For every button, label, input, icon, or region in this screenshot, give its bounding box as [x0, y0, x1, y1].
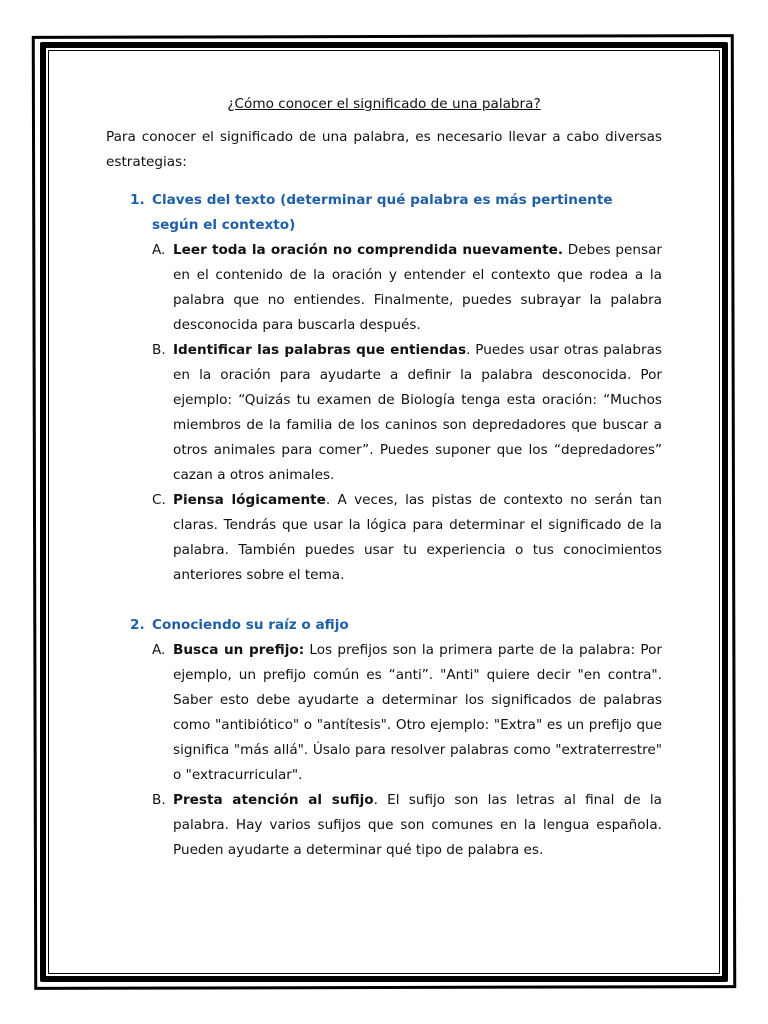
item-text	[173, 638, 662, 788]
section-title: Claves del texto (determinar qué palabra es más pertinente según el contexto)	[152, 192, 613, 233]
item-letter: C.	[152, 492, 166, 508]
item-body: Los prefijos son la primera parte de la palabra: Por ejemplo, un prefijo común es “anti”. "Anti" quiere decir "en contra". Saber esto debe ayudarte a determinar los significados de palabras como "antibiótico" o "antítesis". Otro ejemplo: "Extra" es un prefijo que significa "más allá". Úsalo para resolver palabras como "extraterrestre" o "extracurricular".	[173, 642, 662, 783]
item-text	[173, 788, 662, 863]
item-bold: Identificar las palabras que entiendas	[173, 342, 467, 358]
item-letter: A.	[152, 242, 166, 258]
list-item	[152, 788, 662, 863]
item-bold: Piensa lógicamente	[173, 492, 326, 508]
list-item	[152, 488, 662, 588]
list-item	[152, 238, 662, 338]
item-body: Debes pensar en el contenido de la oración y entender el contexto que rodea a la palabra que no entiendes. Finalmente, puedes subrayar la palabra desconocida para buscarla después.	[173, 242, 662, 333]
list-item	[152, 638, 662, 788]
section-2	[106, 613, 662, 863]
item-text	[173, 238, 662, 338]
item-body: . El sufijo son las letras al final de la palabra. Hay varios sufijos que son comunes en la lengua española. Pueden ayudarte a determinar qué tipo de palabra es.	[173, 792, 662, 858]
item-bold: Busca un prefijo:	[173, 642, 305, 658]
section-number: 1.	[130, 192, 145, 208]
document-body	[106, 92, 662, 863]
item-bold: Leer toda la oración no comprendida nuevamente.	[173, 242, 563, 258]
intro-paragraph: Para conocer el significado de una palabra, es necesario llevar a cabo diversas estrategias:	[106, 129, 662, 170]
section-heading	[130, 613, 662, 638]
item-text	[173, 488, 662, 588]
section-spacer	[106, 588, 662, 613]
item-text	[173, 338, 662, 488]
item-letter: B.	[152, 342, 166, 358]
item-letter: A.	[152, 642, 166, 658]
item-bold: Presta atención al sufijo	[173, 792, 374, 808]
item-body: . A veces, las pistas de contexto no serán tan claras. Tendrás que usar la lógica para determinar el significado de la palabra. También puedes usar tu experiencia o tus conocimientos anteriores sobre el tema.	[173, 492, 663, 583]
section-title: Conociendo su raíz o afijo	[152, 617, 349, 633]
item-letter: B.	[152, 792, 166, 808]
section-1	[106, 188, 662, 588]
list-item	[152, 338, 662, 488]
document-title: ¿Cómo conocer el significado de una palabra?	[227, 96, 541, 112]
section-heading	[130, 188, 662, 238]
section-number: 2.	[130, 617, 145, 633]
item-body: . Puedes usar otras palabras en la oración para ayudarte a definir la palabra desconocida. Por ejemplo: “Quizás tu examen de Biología tenga esta oración: “Muchos miembros de la familia de los caninos son depredadores que buscar a otros animales para comer”. Puedes suponer que los “depredadores” cazan a otros animales.	[173, 342, 662, 483]
